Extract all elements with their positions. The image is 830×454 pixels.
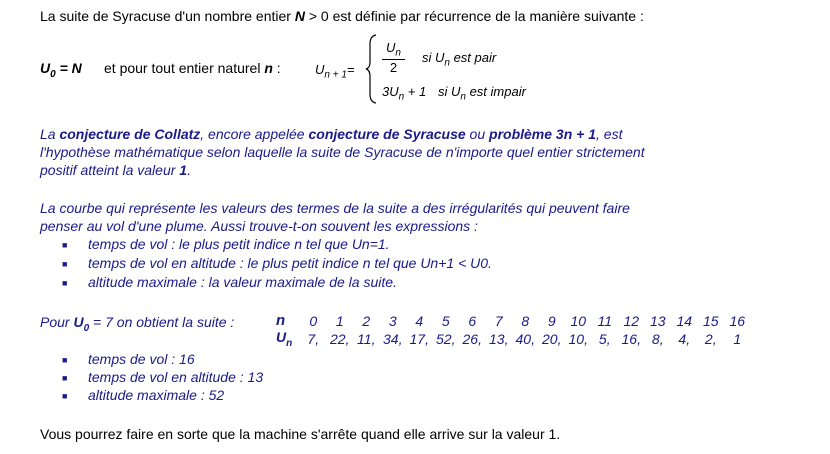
u-value: 20, xyxy=(542,330,562,347)
u-value: 34, xyxy=(383,330,403,347)
even-case-condition: si $U_n$ est pair xyxy=(422,50,497,69)
collatz-term: conjecture de Collatz xyxy=(59,126,201,142)
row-u xyxy=(276,329,751,349)
p1-line3-post: . xyxy=(187,162,191,178)
p1-line3 xyxy=(40,162,191,178)
intro-line xyxy=(40,8,644,24)
u-value: 22, xyxy=(330,330,350,347)
n-value: 14 xyxy=(676,312,693,329)
formula-middle-text: et pour tout entier naturel xyxy=(104,60,265,76)
n-value: 9 xyxy=(547,312,556,329)
intro-post: > 0 est définie par récurrence de la manière suivante : xyxy=(304,8,644,24)
ex-bullet-2: temps de vol en altitude : 13 xyxy=(88,369,264,385)
example-suffix: = 7 on obtient la suite : xyxy=(89,314,235,330)
p2-line2: penser au vol d'une plume. Aussi trouve-t-on souvent les expressions : xyxy=(40,218,478,234)
brace-icon xyxy=(365,34,377,104)
n-value: 1 xyxy=(335,312,344,329)
n-value: 15 xyxy=(702,312,719,329)
n-value: 11 xyxy=(597,312,613,329)
formula-colon: : xyxy=(272,60,281,76)
p1-t1: La xyxy=(40,126,60,142)
u-value: 2, xyxy=(704,330,717,347)
formula-middle xyxy=(104,60,281,76)
formula-lhs: $U_{n + 1}=$ xyxy=(315,62,355,81)
u-value: 5, xyxy=(598,330,611,347)
u-value: 4, xyxy=(678,330,691,347)
odd-case-expression: $3U_n + 1$ xyxy=(382,84,427,103)
n-value: 16 xyxy=(729,312,746,329)
n-value: 6 xyxy=(468,312,477,329)
u-value: 13, xyxy=(489,330,509,347)
formula-n: n xyxy=(264,60,273,76)
p2-bullet-2: temps de vol en altitude : le plus petit indice n tel que Un+1 < U0. xyxy=(88,255,492,271)
bullet-icon: ■ xyxy=(62,373,68,383)
p2-bullet-1: temps de vol : le plus petit indice n tel que Un=1. xyxy=(88,236,390,252)
u-value: 16, xyxy=(621,330,641,347)
bullet-icon: ■ xyxy=(62,278,68,288)
n-value: 0 xyxy=(309,312,318,329)
n-value: 8 xyxy=(521,312,530,329)
u-value: 26, xyxy=(462,330,482,347)
p1-t2: , encore appelée xyxy=(200,126,309,142)
bullet-icon: ■ xyxy=(62,391,68,401)
n-value: 7 xyxy=(494,312,503,329)
p1-line1 xyxy=(40,126,622,142)
u-value: 40, xyxy=(515,330,535,347)
n-value: 4 xyxy=(415,312,424,329)
example-prefix-line: Pour $U_0 = 7$ on obtient la suite : xyxy=(40,314,235,334)
row-n-label: n xyxy=(276,312,286,329)
u-value: 17, xyxy=(409,330,429,347)
u-value: 8, xyxy=(651,330,664,347)
p1-line3-value: 1 xyxy=(179,162,188,178)
n-value: 2 xyxy=(362,312,371,329)
bullet-icon: ■ xyxy=(62,240,68,250)
u-value: 10, xyxy=(568,330,588,347)
u-value: 7, xyxy=(307,330,320,347)
footer-text: Vous pourrez faire en sorte que la machine s'arrête quand elle arrive sur la valeur 1. xyxy=(40,426,561,442)
p2-line1: La courbe qui représente les valeurs des termes de la suite a des irrégularités qui peuvent faire xyxy=(40,200,630,216)
even-case-denominator: 2 xyxy=(389,59,398,75)
u-value: 52, xyxy=(436,330,456,347)
intro-pre: La suite de Syracuse d'un nombre entier xyxy=(40,8,295,24)
u-value: 1 xyxy=(733,330,742,347)
bullet-icon: ■ xyxy=(62,259,68,269)
row-n xyxy=(276,312,751,329)
row-u-label: $U_n$ xyxy=(276,329,293,349)
p1-line3-pre: positif atteint la valeur xyxy=(40,162,180,178)
even-case-fraction: $\frac{U_n}{2}$ xyxy=(382,40,405,75)
u-value: 11, xyxy=(357,330,376,347)
bullet-icon: ■ xyxy=(62,355,68,365)
n-value: 3 xyxy=(388,312,397,329)
n-value: 13 xyxy=(649,312,666,329)
u0-definition: $U_0 = N$ xyxy=(40,60,82,80)
n-value: 10 xyxy=(570,312,587,329)
ex-bullet-1: temps de vol : 16 xyxy=(88,351,195,367)
p1-t3: ou xyxy=(465,126,490,142)
p1-line2: l'hypothèse mathématique selon laquelle la suite de Syracuse de n'importe quel entier strictement xyxy=(40,144,645,160)
3n-term: problème 3n + 1 xyxy=(489,126,597,142)
p1-t4: , est xyxy=(596,126,623,142)
n-value: 12 xyxy=(623,312,640,329)
odd-case-condition: si $U_n$ est impair xyxy=(438,84,526,103)
intro-n: N xyxy=(294,8,305,24)
ex-bullet-3: altitude maximale : 52 xyxy=(88,387,225,403)
example-prefix: Pour xyxy=(40,314,74,330)
p2-bullet-3: altitude maximale : la valeur maximale de la suite. xyxy=(88,274,397,290)
n-value: 5 xyxy=(441,312,450,329)
sequence-table xyxy=(276,312,751,349)
syracuse-term: conjecture de Syracuse xyxy=(308,126,466,142)
